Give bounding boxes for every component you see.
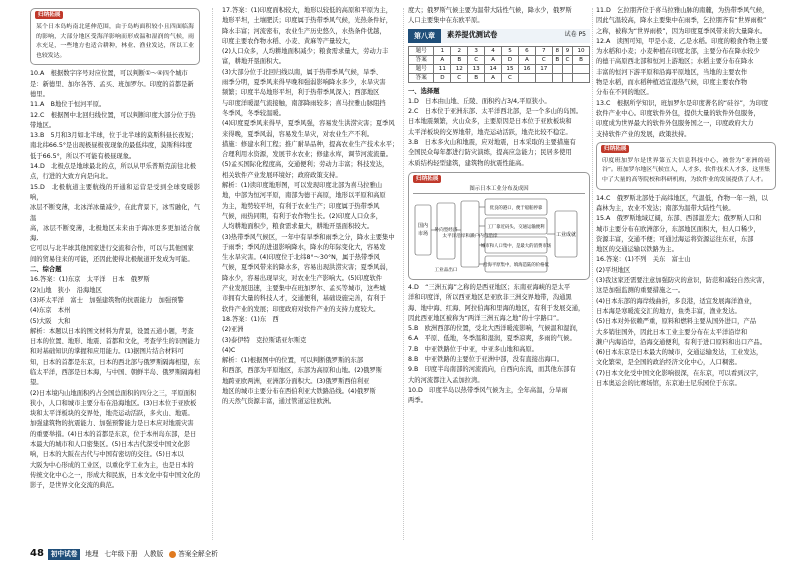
answer-18: [222, 315, 400, 408]
answer-table-cell: A: [434, 55, 451, 64]
answer-line: 印度主要农作物水稻、小麦、黄麻等产量较大，: [222, 37, 355, 45]
answer-line: 12.A 读图可知，甲是小麦、乙是水稻。印度的粮食作物主要: [596, 37, 768, 45]
answer-continued: [408, 6, 590, 27]
answer-line: 相关软件产业发展环境好；政府政策支持。: [222, 171, 342, 179]
chapter-ref: 试卷 P5: [564, 31, 586, 39]
answer-line: 14.C 俄罗斯北部处于高纬地区，气温低，作物一年一熟，以: [596, 194, 768, 202]
choice-answers-3: [596, 6, 776, 140]
answer-line: 11.D 乞拉朋齐位于喜马拉雅山脉的南麓，为热带季风气候，: [596, 7, 769, 14]
industry-diagram: [408, 172, 590, 280]
answer-table-cell: A: [518, 55, 535, 64]
answer-line: 响，日本的大阪在古代与中国有密切的交往。(5)日本以: [30, 451, 184, 459]
answer-line: 13.C 根据所学知识，班加罗尔是印度著名的“硅谷”，为印度: [596, 99, 769, 107]
answer-line: 因此气温较高，降水主要集中在雨季，乞拉朋齐有“世界雨极”: [596, 17, 767, 25]
diagram-node-1: 优良的港口，便于船舶停靠: [489, 205, 543, 211]
answer-line: (2)人口众多，人均耕地面积减少；粮食需求量大，劳动力丰: [222, 48, 389, 56]
section-heading: 一、选择题: [408, 87, 440, 95]
answer-table-cell: 7: [535, 46, 552, 55]
column-divider-1: [212, 8, 213, 540]
answer-line: (3)大部分位于北回归线以南，属于热带季风气候，旱季、: [222, 68, 383, 76]
answer-line: (4)C: [222, 346, 236, 354]
answer-line: 南北纬66.5°是出现极昼极夜现象的最低纬度，莫斯科纬度: [30, 142, 192, 150]
answer-line: 印度成为世界最大的软件外包服务国之一，印度政府大力: [596, 120, 754, 128]
answer-line: 生水旱灾害。(4)印度位于北纬8°～30°N，属于热带季风: [222, 254, 380, 262]
answer-line: 冰层不断变薄，北冰洋冰量减少，在此背景下，冰雪融化，气温: [30, 204, 201, 222]
answer-table-cell: [552, 73, 562, 82]
answer-line: 资源丰富，交通不便；可通过海运将资源运往东亚，东部: [596, 235, 754, 243]
answer-line: 低于66.5°，所以不可能有极昼现象。: [30, 152, 136, 160]
summary-text: 某个日本岛屿南北延伸范围，由于岛屿面积较小且四面临海的影响，大部分地区受海洋影响而形成温和湿润的气候，雨水充足，一些地方也适合耕种，林业、渔业发达，所以工业也较发达。: [36, 24, 194, 59]
answer-line: 4.D “三洲五海”之称的是西亚地区；东南亚海峡的是太平: [408, 283, 571, 291]
answer-line: (3)泰伊特 克拉斯诺亚尔斯克: [222, 336, 307, 344]
answer-table-cell: 16: [518, 64, 535, 73]
answer-line: 市拥有大量的科技人才，交通便利，基础设施完善，有利于: [222, 295, 386, 303]
answer-line: 11.A B地位于恒河平原。: [30, 101, 106, 109]
answer-line: 频繁；印度半岛地形平坦，利于热带季风深入；西部地区: [222, 89, 380, 97]
answer-line: 太平洋板块的交界地带，地壳运动活跃，地壳比较不稳定。: [408, 128, 572, 136]
column-divider-3: [592, 8, 593, 540]
answer-line: 的德干高原西北部和恒河上游地区；水稻主要分布在降水: [596, 58, 754, 66]
answer-line: 15.A 俄罗斯地域辽阔，东部、西部温差大；俄罗斯人口和: [596, 215, 762, 223]
summary-box-2: [596, 142, 776, 190]
answer-table-cell: [552, 64, 562, 73]
footer-edition: 人教版: [143, 549, 164, 558]
answer-line: 5.B 欧洲西部的位置，受北大西洋暖流影响，气候温和湿润，: [408, 325, 583, 333]
answer-line: 物是水稻，而水稻种植适宜湿热气候，印度主要农作物: [596, 79, 748, 87]
answer-line: 洋和印度洋，所以西亚地区是亚欧非三洲交界地带，沟通黑: [408, 294, 572, 302]
answer-table-cell: D: [434, 73, 451, 82]
answer-line: 解析：本题以日本的图文材料为背景，设置五道小题，考查: [30, 327, 194, 335]
diagram-mid1: 外向型经济: [434, 227, 458, 233]
answer-line: (4)印度夏季风来得早，夏季风强，容易发生洪涝灾害；夏季风: [222, 120, 395, 128]
answer-line: 的天然气资源丰富，通过管道运往欧洲。: [222, 398, 336, 406]
footer-subject: 地理: [85, 549, 99, 558]
answer-line: 支持软件产业的发展，政策扶持。: [596, 130, 691, 138]
answer-line: 解析：(1)根据图中的位置，可以判断俄罗斯的东部: [222, 357, 364, 365]
answer-table-cell: 4: [485, 46, 502, 55]
answer-line: 加强建筑物的抗震能力、加强预警能力是日本应对地震灾害: [30, 420, 194, 428]
answer-table-row: [409, 64, 590, 73]
answer-icon: [169, 551, 176, 558]
answer-line: 解析：(1)读印度地形图，可以发现印度北部为喜马拉雅山: [222, 182, 383, 190]
answer-line: 这是加强监测的重要措施之一。: [596, 287, 685, 295]
answer-line: 10.A 根据数字序号对应位置，可以判断①～④四个城市: [30, 70, 188, 78]
answer-line: 雨季分明，夏季风来得早晚和强弱影响降水多少，水旱灾害: [222, 79, 386, 87]
answer-line: 措施：修建水利工程；推广耐旱品种，提高农业生产技术水平；: [222, 140, 399, 148]
answer-line: 14.D 北极点是地球最北的点，所以从甲乐普斯克前往北极: [30, 163, 196, 171]
answer-table-cell: C: [562, 55, 572, 64]
answer-line: 间的贸易往来的可能，还因此使得北极航道开发成为可能。: [30, 255, 194, 263]
summary-tag-2: 归纳拓展: [601, 145, 629, 153]
answer-table-cell: [518, 73, 535, 82]
column-4: [596, 6, 776, 389]
answer-line: 木质结构轻型建筑，建筑物的抗震性能高。: [408, 159, 528, 167]
page-footer: [30, 548, 218, 560]
answer-line: 濑户内海沿岸，沿海交通便利，有利于进口原料和出口产品。: [596, 338, 767, 346]
answer-table-cell: 5: [502, 46, 519, 55]
answer-table-cell: 13: [468, 64, 485, 73]
answer-line: 8.B 中亚铁路的主要位于亚洲中部，没有直接出海口。: [408, 356, 564, 364]
answer-table-cell: C: [451, 73, 468, 82]
answer-line: 18.答案：(1)东 西: [222, 315, 279, 323]
diagram-bottom: 工业品出口: [434, 267, 458, 273]
answer-line: 传统文化中心之一，形成大和民族，日本文化中有中国文化的: [30, 471, 201, 479]
chapter-title: 素养提优测试卷: [447, 30, 498, 40]
diagram-node-3: 城市和人口集中，是最大的消费市场: [480, 243, 552, 249]
summary-text-2: 印度班加罗尔是世界第五大信息科技中心，被誉为“亚洲的硅谷”。班加罗尔地区气候宜人，人才多，软件技术人才多，这里集中了大量的高等院校和科研机构，为软件业的发展提供了人才。: [602, 157, 770, 184]
answer-line: 丰富的恒河下游平原和沿海平原地区，当地的主要农作: [596, 68, 748, 76]
footer-answer: 答案全解全析: [178, 549, 218, 558]
answer-16: [30, 275, 200, 491]
answer-table-cell: 11: [434, 64, 451, 73]
answer-line: 海、地中海、红海、阿拉伯海和里海的地区，有利于发展交通，: [408, 304, 585, 312]
answer-line: 降水少，容易出现旱灾，对农业生产影响大。(5)印度软件: [222, 274, 383, 282]
answer-line: 15.D 北极航道主要航线的开通和运营是受到全球变暖影响，: [30, 183, 200, 201]
answer-line: 17.答案：(1)印度面积较大，地形以较低的高原和平原为主，: [222, 7, 393, 14]
answer-line: 地形平坦，土壤肥沃；印度属于热带季风气候，光热条件好，: [222, 17, 393, 25]
answer-line: 于雨季；季风的进退影响降水，降水的年际变化大，容易发: [222, 243, 386, 251]
column-1: [30, 6, 200, 492]
answer-line: 德里。: [30, 90, 49, 98]
answer-line: 是：新德里、加尔各答、孟买、班加罗尔。印度的首都是新: [30, 80, 194, 88]
answer-line: 16.答案：(1)不列 关东 富士山: [596, 256, 691, 264]
column-2: [222, 6, 400, 408]
answer-line: 知，日本的首都是东京，日本的西北部与俄罗斯隔海相望，东: [30, 358, 201, 366]
answer-line: 它可以与北半球其他国家进行交流和合作，可以与其他国家: [30, 245, 194, 253]
answer-line: 地，中部为恒河平原，南部为德干高原，地形以平原和高原: [222, 192, 386, 200]
answer-table-cell: D: [502, 55, 519, 64]
answer-line: 12.C 根据图中北回归线位置，可以判断印度大部分位于热: [30, 111, 196, 119]
answer-line: (2)平坦地区: [596, 266, 631, 274]
answer-line: 狭小，人口和城市主要分布在沿海地区。(3)日本位于亚欧板: [30, 399, 197, 407]
choice-answers-2: [408, 283, 590, 407]
answer-line: (3)我这家还需要注意加强防灾的意识，防范和减轻自然灾害，: [596, 277, 769, 285]
answer-line: (5)大阪 大和: [30, 317, 71, 325]
answer-line: (3)环太平洋 富士 加强建筑物的抗震能力 加强预警: [30, 296, 184, 304]
brand-label: 初中试卷: [48, 549, 80, 560]
section-heading: 二、综合题: [30, 266, 62, 274]
answer-table-cell: [562, 64, 572, 73]
answer-line: 10.D 印度半岛以热带季风气候为主，全年高温，分旱雨: [408, 386, 568, 394]
footer-grade: 七年级下册: [104, 549, 138, 558]
answer-line: (4)东京 本州: [30, 307, 71, 315]
answer-table-cell: 答案: [409, 55, 434, 64]
answer-table-cell: 17: [535, 64, 552, 73]
answer-line: 产业发展迅速，主要集中在班加罗尔、孟买等城市，这些城: [222, 285, 386, 293]
answer-table-cell: [573, 64, 590, 73]
answer-table-cell: 14: [485, 64, 502, 73]
answer-line: 地区的城市主要分布在西伯利亚大铁路沿线。(4)俄罗斯: [222, 387, 376, 395]
diagram-right: 工业成就: [555, 231, 577, 238]
answer-table-cell: 答案: [409, 73, 434, 82]
answer-line: 带地区。: [30, 121, 56, 129]
diagram-node-2: 工厂靠近码头，交通运输便利: [487, 224, 545, 230]
answer-line: 13.B 5月和3月如北半球，位于北半球的莫斯科昼长夜短；: [30, 132, 198, 140]
answer-line: 软件产业中心。印度软件外包，提供大量的软件外包服务，: [596, 109, 760, 117]
diagram-left-1: 国内: [417, 222, 429, 229]
answer-line: 本最大的城市和人口密集区。(5)日本古代深受中国文化影: [30, 441, 191, 449]
answer-line: (5)日本对外依赖严重，原料和燃料主要从国外进口，产品: [596, 318, 757, 326]
answer-line: 和西部，西部为平原地区，东部为高原和山地。(2)俄罗斯: [222, 367, 383, 375]
answer-line: 城市主要分布在欧洲部分，东部地区面积大，但人口稀少，: [596, 225, 760, 233]
diagram-title: 图示日本工业分布及成因: [413, 185, 585, 194]
answer-table-cell: C: [535, 55, 552, 64]
answer-line: (6)日本东京是日本最大的城市，交通运输发达，工业发达，: [596, 349, 763, 357]
diagram-node-4: 沿海平原集中，填海造陆的价格低: [483, 262, 549, 268]
diagram-tag: 归纳拓展: [413, 175, 441, 183]
answer-table-cell: C: [502, 73, 519, 82]
answer-line: 日本的位置、地形、地震、首都和文化，考查学生的识图能力: [30, 338, 201, 346]
answer-line: 大阪为中心形成的工业区，以重化学工业为主，也是日本的: [30, 461, 194, 469]
answer-table-cell: A: [485, 73, 502, 82]
answer-line: 大的河流都注入孟加拉湾。: [408, 376, 484, 384]
diagram-mid2: 太平洋沿岸和濑户内海沿岸: [442, 233, 498, 239]
column-3: [408, 6, 590, 407]
answer-table: [408, 46, 590, 83]
answer-line: 全国民众每年都进行防灾演练，提高应急能力；民居多使用: [408, 149, 572, 157]
answer-line: 日本海是寒暖流交汇的地方，鱼类丰富，渔业发达。: [596, 307, 741, 315]
diagram-svg: [413, 197, 583, 275]
answer-table-cell: 题号: [409, 46, 434, 55]
answer-line: (5)孟买国际化程度高，交通便利；劳动力丰富；科技发达，: [222, 161, 389, 169]
choice-answers-4: [596, 194, 776, 390]
chapter-header: [408, 29, 590, 43]
answer-table-cell: 3: [468, 46, 485, 55]
answer-table-row: [409, 73, 590, 82]
answer-line: (2)日本境内山地面积约占全国总面积的四分之三，平原面积: [30, 389, 197, 397]
answer-17: [222, 6, 400, 315]
answer-table-cell: 1: [434, 46, 451, 55]
answer-line: 度大；俄罗斯气候主要为温带大陆性气候，降水少，俄罗斯: [408, 7, 572, 14]
answer-line: 7.B 中亚铁路位于中亚，中亚多山地和高原。: [408, 345, 538, 353]
answer-line: 之称，被称为“世界雨极”，因为印度夏季风带来的大量降水。: [596, 27, 767, 35]
answer-line: 合理利用水资源，发展节水农业；修建水库，调节河流流量。: [222, 151, 393, 159]
answer-line: 影子，是世界文化交流的典范。: [30, 482, 119, 490]
answer-table-cell: B: [451, 55, 468, 64]
answer-line: (2)亚洲: [222, 326, 244, 334]
answer-line: 人均耕地面积少，粮食需求量大，耕地开垦面积较大。: [222, 223, 374, 231]
answer-line: 地区的交通运输以铁路为主。: [596, 246, 678, 254]
answer-table-cell: 9: [562, 46, 572, 55]
answer-table-cell: A: [485, 55, 502, 64]
answer-table-cell: [562, 73, 572, 82]
answer-table-cell: [573, 73, 590, 82]
answer-table-cell: 2: [451, 46, 468, 55]
answer-table-cell: [535, 73, 552, 82]
answer-line: 与印度洋暖湿气流接触，南部降雨较多；喜马拉雅山脉阻挡: [222, 99, 386, 107]
answer-line: 两季。: [408, 397, 427, 405]
answer-table-row: [409, 46, 590, 55]
answer-table-cell: 6: [518, 46, 535, 55]
answer-line: 块和太平洋板块的交界处，地壳运动活跃，多火山、地震。: [30, 410, 194, 418]
choice-answers: [408, 97, 590, 169]
answer-line: 文化繁荣，是全国的政治经济文化中心，人口稠密。: [596, 359, 741, 367]
answer-line: 1.D 日本由山地、丘陵、面积约占3/4,平原狭小。: [408, 97, 551, 105]
answer-line: 软件产业的发展；印度政府对软件产业的支持力度较大。: [222, 305, 380, 313]
answer-line: 地跨亚欧两洲，亚洲部分面积大。(3)俄罗斯西伯利亚: [222, 377, 370, 385]
answer-line: (3)热带季风气候区，一年中有旱季和雨季之分，降水主要集中: [222, 233, 395, 241]
answer-line: 16.答案：(1)东京 太平洋 日本 俄罗斯: [30, 276, 150, 284]
answer-line: 为主，地势较平坦，有利于农业生产；印度属于热带季风: [222, 202, 380, 210]
answer-table-cell: 题号: [409, 64, 434, 73]
answer-line: 来得晚，夏季风弱，容易发生旱灾，对农业生产不利。: [222, 130, 374, 138]
answer-line: 降水丰富；河流密布，农业生产历史悠久，水热条件优越，: [222, 27, 386, 35]
answer-line: 6.A 平原、低地，冬季温和湿润，夏季凉爽，多雨的气候。: [408, 335, 576, 343]
answer-line: 9.B 印度半岛南部的河流流向，自西向东流，而其他东部有: [408, 366, 576, 374]
summary-tag: 归纳拓展: [35, 11, 63, 19]
answer-line: 冬季风，冬季较温暖。: [222, 109, 285, 117]
answer-line: 2.C 日本位于亚洲东部、太平洋西北部，是一个多山的岛国。: [408, 108, 583, 116]
answer-table-cell: 10: [573, 46, 590, 55]
answer-line: 气候，雨热同期，有利于农作物生长。(2)印度人口众多，: [222, 212, 383, 220]
answer-line: 大多销往国外，因此日本工业主要分布在太平洋沿岸和: [596, 328, 748, 336]
answer-line: 分布在不同的地区。: [596, 89, 653, 97]
answer-table-cell: C: [468, 55, 485, 64]
answer-line: 人口主要集中在东欧平原。: [408, 17, 484, 25]
answer-table-cell: B: [573, 55, 590, 64]
answer-line: 因此西亚地区被称为“两洋三洲五海之地”的十字路口”。: [408, 314, 563, 322]
answer-line: 3.B 日本多火山和地震，应对地震，日本采取的主要措施有: [408, 139, 576, 147]
answer-table-cell: 8: [552, 46, 562, 55]
answer-table-cell: B: [468, 73, 485, 82]
answer-table-cell: B: [552, 55, 562, 64]
answer-table-cell: 12: [451, 64, 468, 73]
answer-line: 和对基础知识的掌握和应用能力。(1)据图片结合材料可: [30, 348, 184, 356]
answer-line: 点，行进的大致方向是向北。: [30, 173, 112, 181]
answer-table-cell: 15: [502, 64, 519, 73]
answer-table-row: [409, 55, 590, 64]
answer-line: 日本奥运会的比赛场馆，东京迪士尼乐园位于东京。: [596, 379, 741, 387]
answer-line: (2)山地 狭小 沿海地区: [30, 286, 102, 294]
answer-line: (4)日本东部的海岸线曲折，多良港，适宜发展海洋渔业，: [596, 297, 757, 305]
answer-line: 富，耕地开垦面积大。: [222, 58, 285, 66]
answer-line: 的重要举措。(4)日本的首都是东京，位于本州岛东部，是日: [30, 430, 197, 438]
summary-box: [30, 8, 200, 65]
answer-line: 临太平洋，西部是日本海，与中国、朝鲜半岛、俄罗斯隔海相望。: [30, 368, 201, 387]
answer-line: 为水稻和小麦；小麦种植在印度北部，主要分布在降水较少: [596, 48, 760, 56]
answer-line: 森林为主，农业不发达；南部为温带大陆性气候。: [596, 204, 735, 212]
answer-line: 气候，夏季风带来的降水多，容易出现洪涝灾害；夏季风弱，: [222, 264, 393, 272]
column-divider-2: [403, 8, 404, 540]
chapter-label: 第八章: [408, 29, 441, 43]
answer-lines: [30, 69, 200, 265]
answer-line: (7)日本文化受中国文化影响很深，在东京，可以看到汉字，: [596, 369, 763, 377]
answer-line: 高，冰层不断变薄，北极地区未来由于海冰更多更加适合航海,: [30, 224, 200, 243]
diagram-left-2: 市场: [417, 230, 429, 237]
answer-line: 日本地震频繁，火山众多，主要原因是日本位于亚欧板块和: [408, 118, 572, 126]
page-number: 48: [30, 547, 44, 559]
